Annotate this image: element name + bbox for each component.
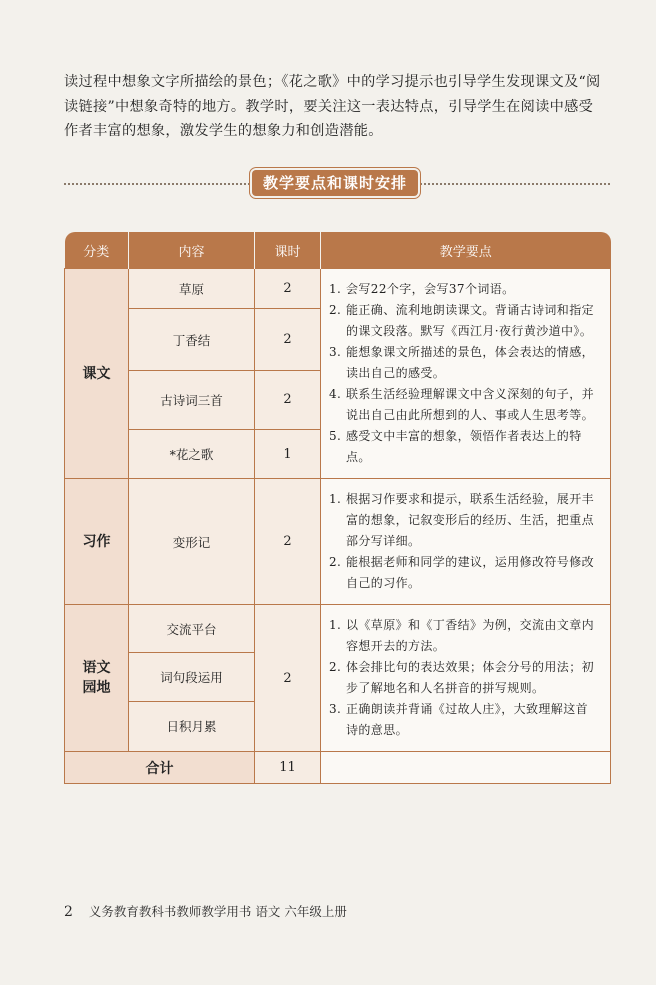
list-item: 1. 根据习作要求和提示，联系生活经验，展开丰富的想象，记叙变形后的经历、生活，把重点部分写详细。	[329, 492, 595, 548]
page-number: 2	[64, 904, 73, 920]
content-cell: 丁香结	[129, 309, 255, 371]
table-row	[65, 479, 611, 605]
section-header	[64, 170, 610, 196]
total-hours: 11	[255, 752, 321, 784]
category-kewen: 课文	[65, 269, 129, 479]
content-cell: 词句段运用	[129, 653, 255, 701]
intro-paragraph: 读过程中想象文字所描绘的景色；《花之歌》中的学习提示也引导学生发现课文及“阅读链接”中想象奇特的地方。教学时，要关注这一表达特点，引导学生在阅读中感受作者丰富的想象，激发学生的想象力和创造潜能。	[64, 74, 601, 139]
points-cell-xizuo	[321, 479, 611, 605]
category-yuwen-yuandi	[65, 605, 129, 752]
header-points: 教学要点	[321, 232, 611, 269]
total-row	[65, 752, 611, 784]
list-item: 1. 会写22个字，会写37个词语。	[329, 282, 515, 296]
table-row	[65, 605, 611, 653]
header-content: 内容	[129, 232, 255, 269]
list-item: 3. 能想象课文所描述的景色，体会表达的情感，读出自己的感受。	[329, 345, 595, 380]
table-header-row	[65, 232, 611, 269]
teaching-plan-table	[64, 232, 611, 784]
list-item: 1. 以《草原》和《丁香结》为例，交流由文章内容想开去的方法。	[329, 618, 595, 653]
hours-cell: 2	[255, 370, 321, 429]
list-item: 4. 联系生活经验理解课文中含义深刻的句子，并说出自己由此所想到的人、事或人生思考等。	[329, 387, 595, 422]
category-xizuo: 习作	[65, 479, 129, 605]
list-item: 5. 感受文中丰富的想象，领悟作者表达上的特点。	[329, 429, 582, 464]
points-cell-kewen	[321, 269, 611, 479]
list-item: 2. 能正确、流利地朗读课文。背诵古诗词和指定的课文段落。默写《西江月·夜行黄沙道中》。	[329, 303, 595, 338]
list-item: 2. 能根据老师和同学的建议，运用修改符号修改自己的习作。	[329, 555, 595, 590]
hours-cell: 2	[255, 269, 321, 309]
header-category: 分类	[65, 232, 129, 269]
header-hours: 课时	[255, 232, 321, 269]
total-label: 合计	[65, 752, 255, 784]
total-points-empty	[321, 752, 611, 784]
content-cell: 日积月累	[129, 701, 255, 751]
content-cell: *花之歌	[129, 430, 255, 479]
hours-cell: 2	[255, 605, 321, 752]
content-cell: 草原	[129, 269, 255, 309]
content-cell: 古诗词三首	[129, 370, 255, 429]
page-footer	[64, 902, 347, 920]
hours-cell: 1	[255, 430, 321, 479]
hours-cell: 2	[255, 479, 321, 605]
content-cell: 交流平台	[129, 605, 255, 653]
category-line: 语文	[82, 660, 111, 676]
section-title: 教学要点和课时安排	[252, 170, 418, 196]
book-title: 义务教育教科书教师教学用书 语文 六年级上册	[88, 904, 347, 919]
category-line: 园地	[82, 680, 111, 696]
points-cell-yuandi	[321, 605, 611, 752]
content-cell: 变形记	[129, 479, 255, 605]
hours-cell: 2	[255, 309, 321, 371]
table-row	[65, 269, 611, 309]
list-item: 2. 体会排比句的表达效果；体会分号的用法；初步了解地名和人名拼音的拼写规则。	[329, 660, 595, 695]
list-item: 3. 正确朗读并背诵《过故人庄》，大致理解这首诗的意思。	[329, 702, 589, 737]
